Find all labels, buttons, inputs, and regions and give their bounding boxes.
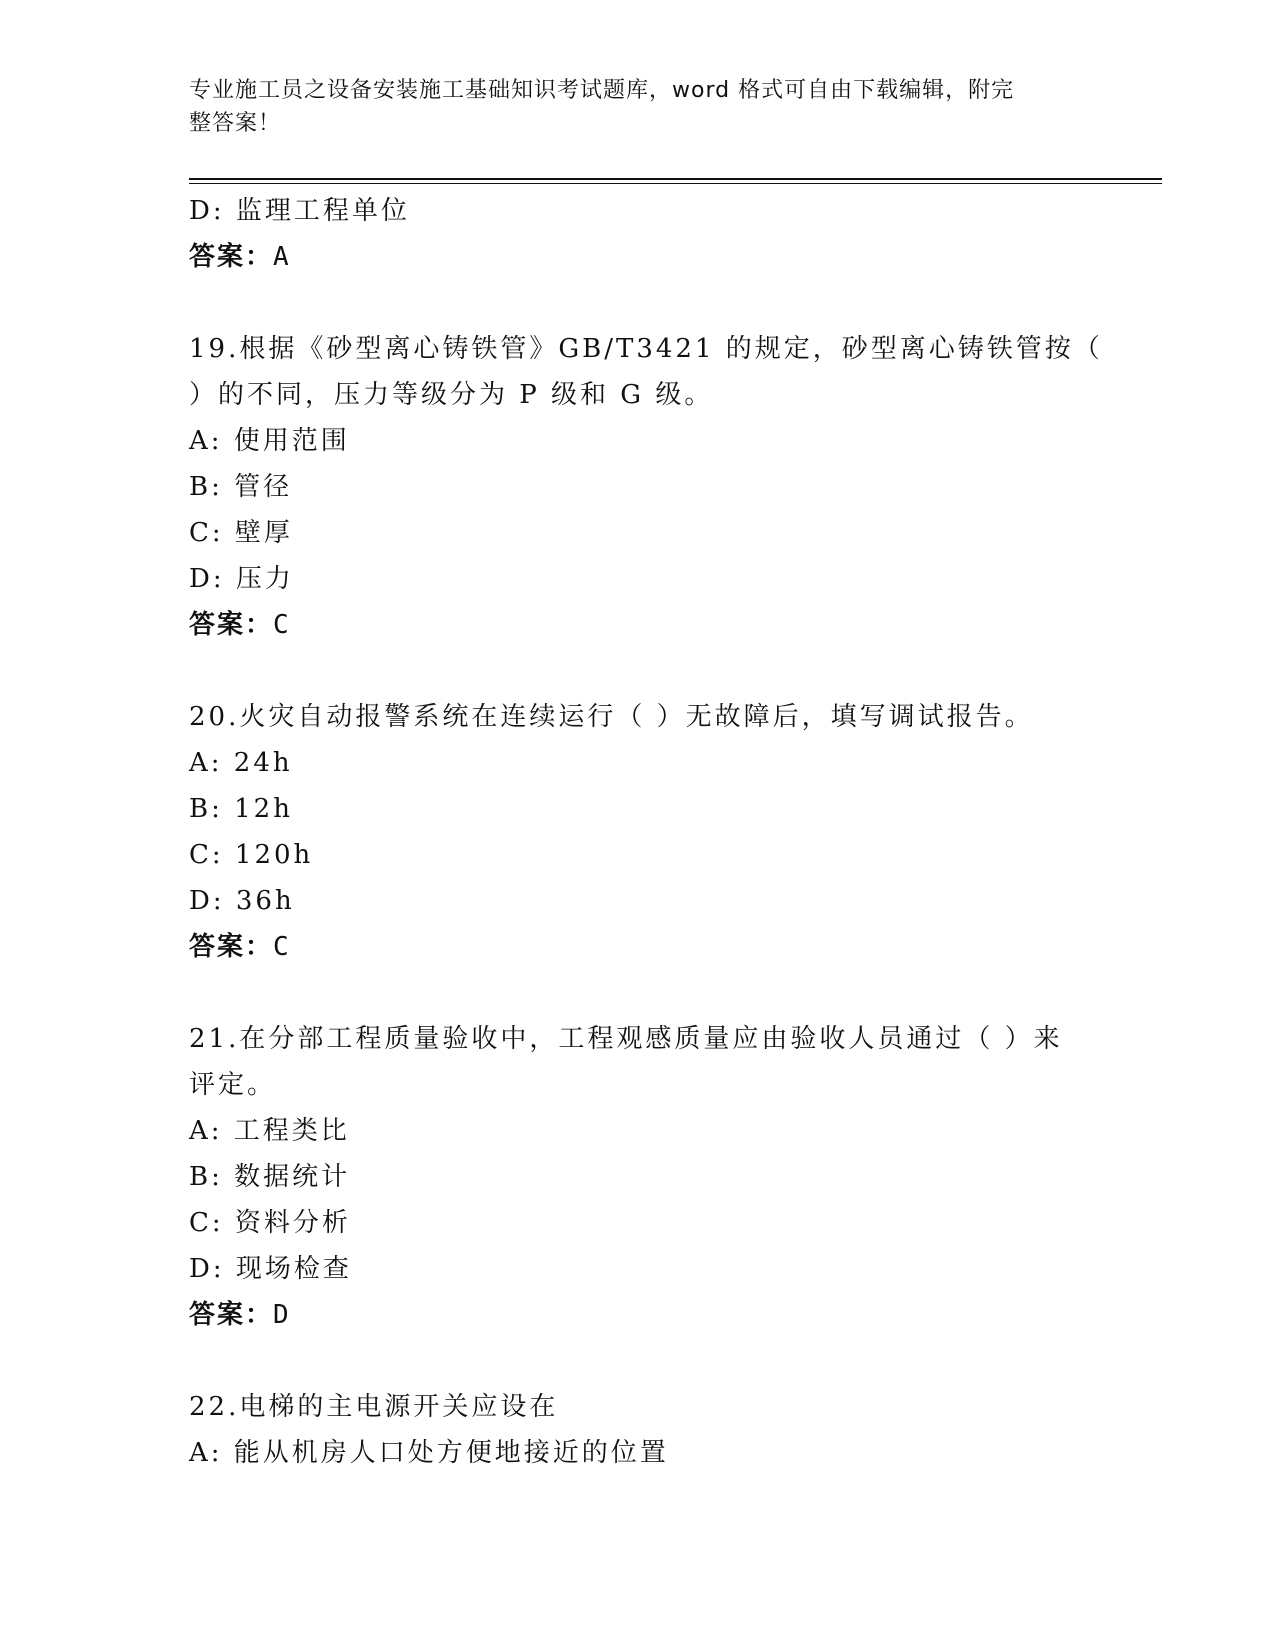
question-20 xyxy=(189,694,1069,970)
answer-label: 答案： xyxy=(189,242,274,272)
option-a: A: 24h xyxy=(189,748,293,778)
answer-value: C xyxy=(273,610,291,640)
question-21 xyxy=(189,1016,1069,1338)
option-c: C: 120h xyxy=(189,840,314,870)
option-d: D: 压力 xyxy=(189,564,294,594)
option-b: B: 数据统计 xyxy=(189,1162,351,1192)
answer xyxy=(189,1292,1069,1338)
answer-value: A xyxy=(273,242,291,272)
header-divider-thin xyxy=(189,183,1162,184)
option-d: D: 36h xyxy=(189,886,295,916)
option-a: A: 工程类比 xyxy=(189,1116,350,1146)
prev-option-d: D: 监理工程单位 xyxy=(189,196,410,226)
question-stem: 19.根据《砂型离心铸铁管》GB/T3421 的规定，砂型离心铸铁管按（ xyxy=(189,334,1103,364)
question-22 xyxy=(189,1384,1069,1476)
question-content xyxy=(189,188,1103,1476)
answer-label: 答案： xyxy=(189,1300,274,1330)
page-header xyxy=(189,74,1089,140)
option-b: B: 管径 xyxy=(189,472,293,502)
option-d: D: 现场检查 xyxy=(189,1254,352,1284)
question-stem: 21.在分部工程质量验收中，工程观感质量应由验收人员通过（ ）来 xyxy=(189,1024,1063,1054)
answer-label: 答案： xyxy=(189,932,274,962)
answer-value: D xyxy=(273,1300,291,1330)
question-stem: 20.火灾自动报警系统在连续运行（ ）无故障后，填写调试报告。 xyxy=(189,702,1034,732)
spacer xyxy=(189,280,1069,326)
answer xyxy=(189,924,1069,970)
header-line-2: 整答案！ xyxy=(189,111,282,136)
answer-value: C xyxy=(273,932,291,962)
question-stem: 评定。 xyxy=(189,1070,277,1100)
question-stem: 22.电梯的主电源开关应设在 xyxy=(189,1392,559,1422)
answer xyxy=(189,602,1069,648)
answer-label: 答案： xyxy=(189,610,274,640)
question-19 xyxy=(189,326,1103,648)
spacer xyxy=(189,1338,1069,1384)
spacer xyxy=(189,648,1069,694)
spacer xyxy=(189,970,1069,1016)
option-b: B: 12h xyxy=(189,794,293,824)
option-a: A: 能从机房人口处方便地接近的位置 xyxy=(189,1438,669,1468)
option-c: C: 壁厚 xyxy=(189,518,293,548)
header-line-1: 专业施工员之设备安装施工基础知识考试题库，word 格式可自由下载编辑，附完 xyxy=(189,78,1015,103)
question-stem: ）的不同，压力等级分为 P 级和 G 级。 xyxy=(189,380,714,410)
option-c: C: 资料分析 xyxy=(189,1208,351,1238)
prev-answer xyxy=(189,234,1069,280)
option-a: A: 使用范围 xyxy=(189,426,350,456)
header-divider-thick xyxy=(189,178,1162,180)
